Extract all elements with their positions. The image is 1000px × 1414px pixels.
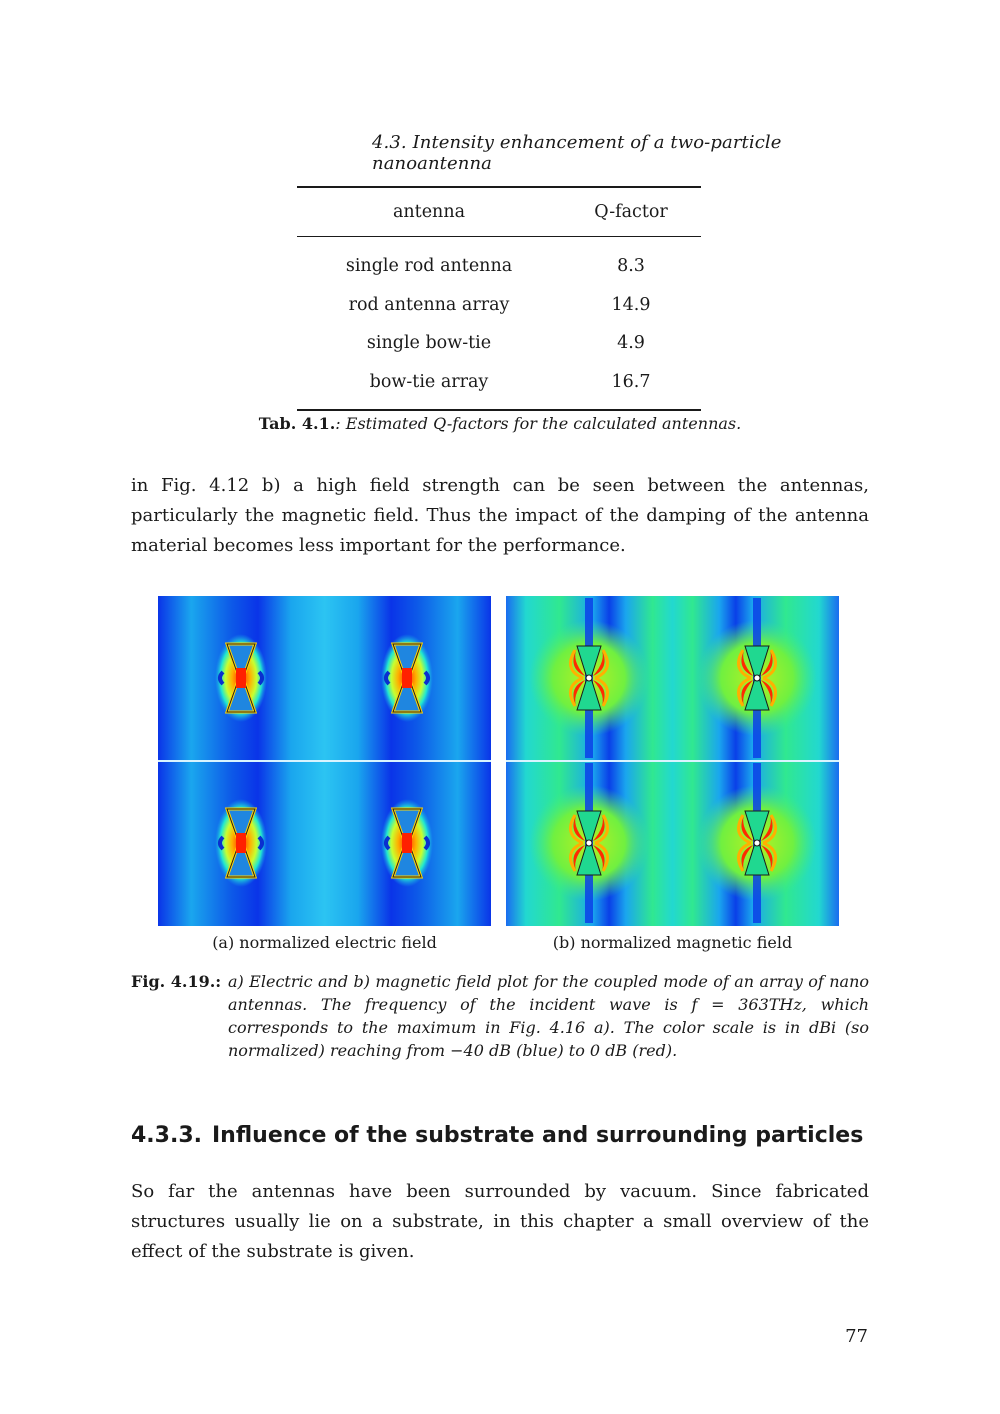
section-number: 4.3.3.: [131, 1123, 202, 1148]
table-row: [297, 324, 701, 363]
table-row: [297, 363, 701, 402]
electric-field-plot: [158, 596, 491, 926]
table-header-row: [297, 188, 701, 236]
figure-caption-label: Fig. 4.19.:: [131, 972, 222, 991]
table-caption-text: : Estimated Q-factors for the calculated antennas.: [335, 414, 742, 433]
page-number: 77: [845, 1326, 868, 1347]
table-cell: single bow-tie: [366, 333, 492, 354]
table-cell: rod antenna array: [348, 294, 510, 315]
table-bottom-rule: [297, 409, 701, 411]
table-header-qfactor: Q-factor: [594, 202, 668, 222]
table-row: [297, 286, 701, 325]
magnetic-field-plot: [506, 596, 839, 926]
subcaption-b: (b) normalized magnetic field: [552, 933, 793, 952]
paragraph-continuation: in Fig. 4.12 b) a high field strength can be seen between the antennas, particularly the magnetic field. Thus the impact of the damping of the antenna material becomes less important for the performance.: [131, 475, 869, 556]
table-cell: bow-tie array: [369, 371, 489, 392]
section-title: Influence of the substrate and surrounding particles: [212, 1123, 864, 1148]
figure-caption-text: a) Electric and b) magnetic field plot for the coupled mode of an array of nano antennas. The frequency of the incident wave is f = 363THz, which corresponds to the maximum in Fig. 4.16 a). The color scale is in dBi (so normalized) reaching from −40 dB (blue) to 0 dB (red).: [228, 972, 869, 1060]
table-cell: 8.3: [617, 256, 645, 277]
table-cell: 16.7: [611, 371, 651, 392]
section-heading: [131, 1123, 863, 1148]
paragraph-substrate: So far the antennas have been surrounded by vacuum. Since fabricated structures usually lie on a substrate, in this chapter a small overview of the effect of the substrate is given.: [131, 1181, 869, 1262]
table-caption: [150, 414, 850, 433]
table-header-antenna: antenna: [392, 202, 466, 222]
subcaption-a: (a) normalized electric field: [212, 933, 437, 952]
table-cell: single rod antenna: [345, 256, 513, 277]
table-caption-label: Tab. 4.1.: [258, 414, 336, 433]
running-header: 4.3. Intensity enhancement of a two-particle nanoantenna: [372, 132, 782, 174]
table-cell: 14.9: [611, 294, 651, 315]
table-row: [297, 247, 701, 286]
table-cell: 4.9: [617, 333, 645, 354]
q-factor-table: [297, 186, 701, 411]
